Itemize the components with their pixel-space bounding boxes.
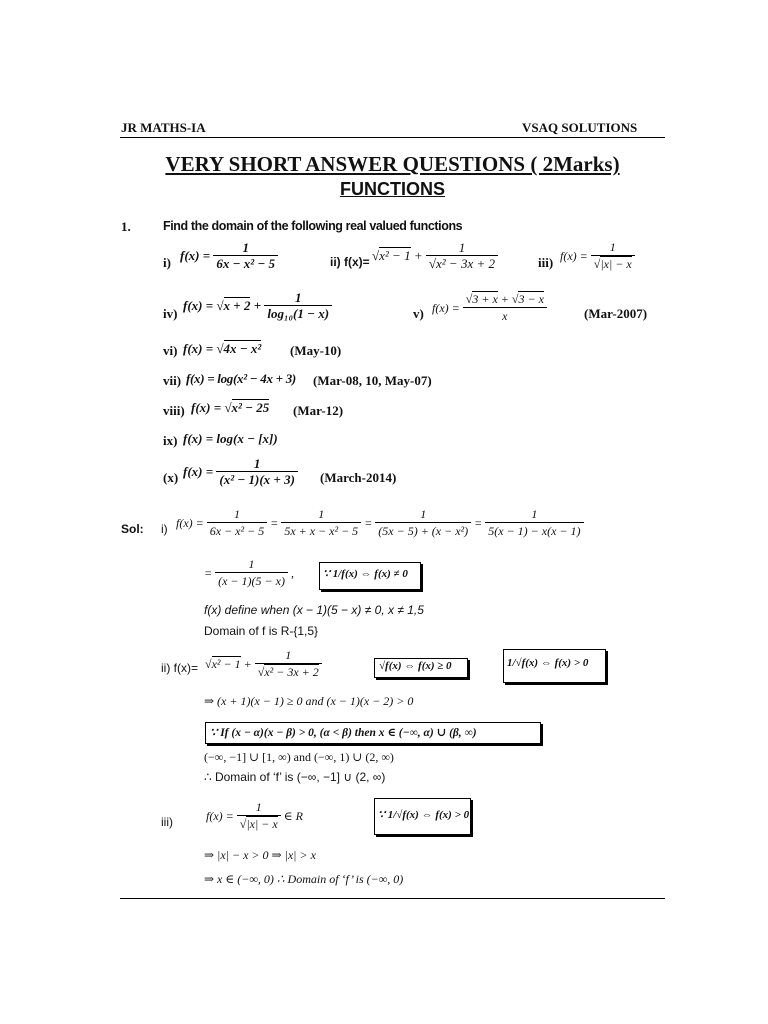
sol-iii-label: iii)	[161, 815, 173, 829]
item-viii-expr: f(x) = √x² − 25	[191, 400, 270, 415]
item-viii-tag: (Mar-12)	[293, 403, 344, 418]
item-i-expr: f(x) = $\frac{1}{\text{6x − x² − 5}}$	[180, 240, 278, 272]
header-left: JR MATHS-IA	[121, 120, 206, 135]
item-vi-tag: (May-10)	[290, 343, 342, 358]
question-number: 1.	[121, 219, 131, 234]
sol-i-step1: f(x) = $\frac{1}{\text{6x − x² − 5}}$ = $\frac{1}{\text{5x + x − x² − 5}}$ = $\frac{1}{\text{(5x − 5) + (x − x²)}}$ = $\frac{1}{5(x - 1) - x(x - 1)}$	[176, 507, 584, 539]
item-viii-label: viii)	[163, 403, 185, 418]
sol-ii-line1: ⇒ (x + 1)(x − 1) ≥ 0 and (x − 1)(x − 2) > 0	[204, 694, 414, 708]
item-v-expr: f(x) = $\frac{√3 + x + √3 - x}{x}$	[432, 292, 547, 324]
hint-i: ∵ 1/f(x) ⇔ f(x) ≠ 0	[323, 568, 408, 580]
item-iii-label: iii)	[538, 255, 554, 270]
sol-i-label: i)	[161, 522, 168, 536]
header-right: VSAQ SOLUTIONS	[522, 120, 638, 135]
item-vii-tag: (Mar-08, 10, May-07)	[313, 373, 432, 388]
item-ix-expr: f(x) = log(x − [x])	[183, 431, 278, 446]
item-vii-expr: f(x) = log(x² − 4x + 3)	[186, 371, 296, 386]
sol-i-line3: f(x) define when (x − 1)(5 − x) ≠ 0, x ≠ 1,5	[204, 603, 424, 617]
header-divider	[120, 137, 665, 138]
sol-ii-label: ii) f(x)=	[161, 661, 198, 675]
sol-iii-line1: ⇒ |x| − x > 0 ⇒ |x| > x	[204, 848, 316, 862]
sol-i-step2: = $\frac{1}{(x - 1)(5 - x)}$ ,	[204, 557, 294, 588]
item-vi-expr: f(x) = √4x − x²	[183, 341, 262, 356]
item-x-tag: (March-2014)	[320, 470, 397, 485]
item-vi-label: vi)	[163, 343, 178, 358]
item-ii-expr: √x² − 1 + $\frac{1}{\text{√x² − 3x + 2}}$	[372, 240, 498, 272]
sol-ii-line2: (−∞, −1] ∪ [1, ∞) and (−∞, 1) ∪ (2, ∞)	[204, 750, 394, 764]
page-subtitle: FUNCTIONS	[340, 179, 445, 199]
sol-ii-expr: √x² − 1 + $\frac{1}{\text{√x² − 3x + 2}}$	[205, 648, 322, 680]
item-x-label: (x)	[163, 470, 179, 485]
sol-iii-line2: ⇒ x ∈ (−∞, 0) ∴ Domain of ‘f’ is (−∞, 0)	[204, 872, 404, 886]
item-v-label: v)	[413, 306, 424, 321]
rule-text: ∵ If (x − α)(x − β) > 0, (α < β) then x ∈ (−∞, α) ∪ (β, ∞)	[210, 727, 477, 739]
hint-ii-b: 1/√f(x) ⇔ f(x) > 0	[507, 657, 589, 669]
item-ii-label: ii) f(x)=	[330, 255, 370, 269]
item-iv-expr: f(x) = √x + 2 + $\frac{1}{\text{log₁₀(1 − x)}}$	[183, 290, 332, 322]
sol-ii-line3: ∴ Domain of ‘f’ is (−∞, −1] ∪ (2, ∞)	[204, 770, 386, 784]
item-x-expr: f(x) = $\frac{1}{\text{(x² − 1)(x + 3)}}$	[183, 456, 298, 488]
question-text: Find the domain of the following real valued functions	[163, 219, 463, 233]
footer-divider	[120, 898, 665, 899]
page-title: VERY SHORT ANSWER QUESTIONS ( 2Marks)	[165, 152, 620, 176]
item-vii-label: vii)	[163, 373, 182, 388]
item-i-label: i)	[163, 255, 171, 270]
item-iv-label: iv)	[163, 306, 178, 321]
item-v-tag: (Mar-2007)	[584, 306, 648, 321]
sol-i-line4: Domain of f is R-{1,5}	[204, 624, 319, 638]
hint-iii: ∵ 1/√f(x) ⇔ f(x) > 0	[378, 809, 470, 821]
solution-label: Sol:	[121, 522, 144, 536]
item-iii-expr: f(x) = $\frac{1}{√|x| - x}$	[560, 240, 635, 272]
hint-ii-a: √f(x) ⇔ f(x) ≥ 0	[379, 660, 452, 672]
sol-iii-expr: f(x) = $\frac{1}{√|x| - x}$ ∈ R	[206, 800, 303, 831]
item-ix-label: ix)	[163, 433, 178, 448]
